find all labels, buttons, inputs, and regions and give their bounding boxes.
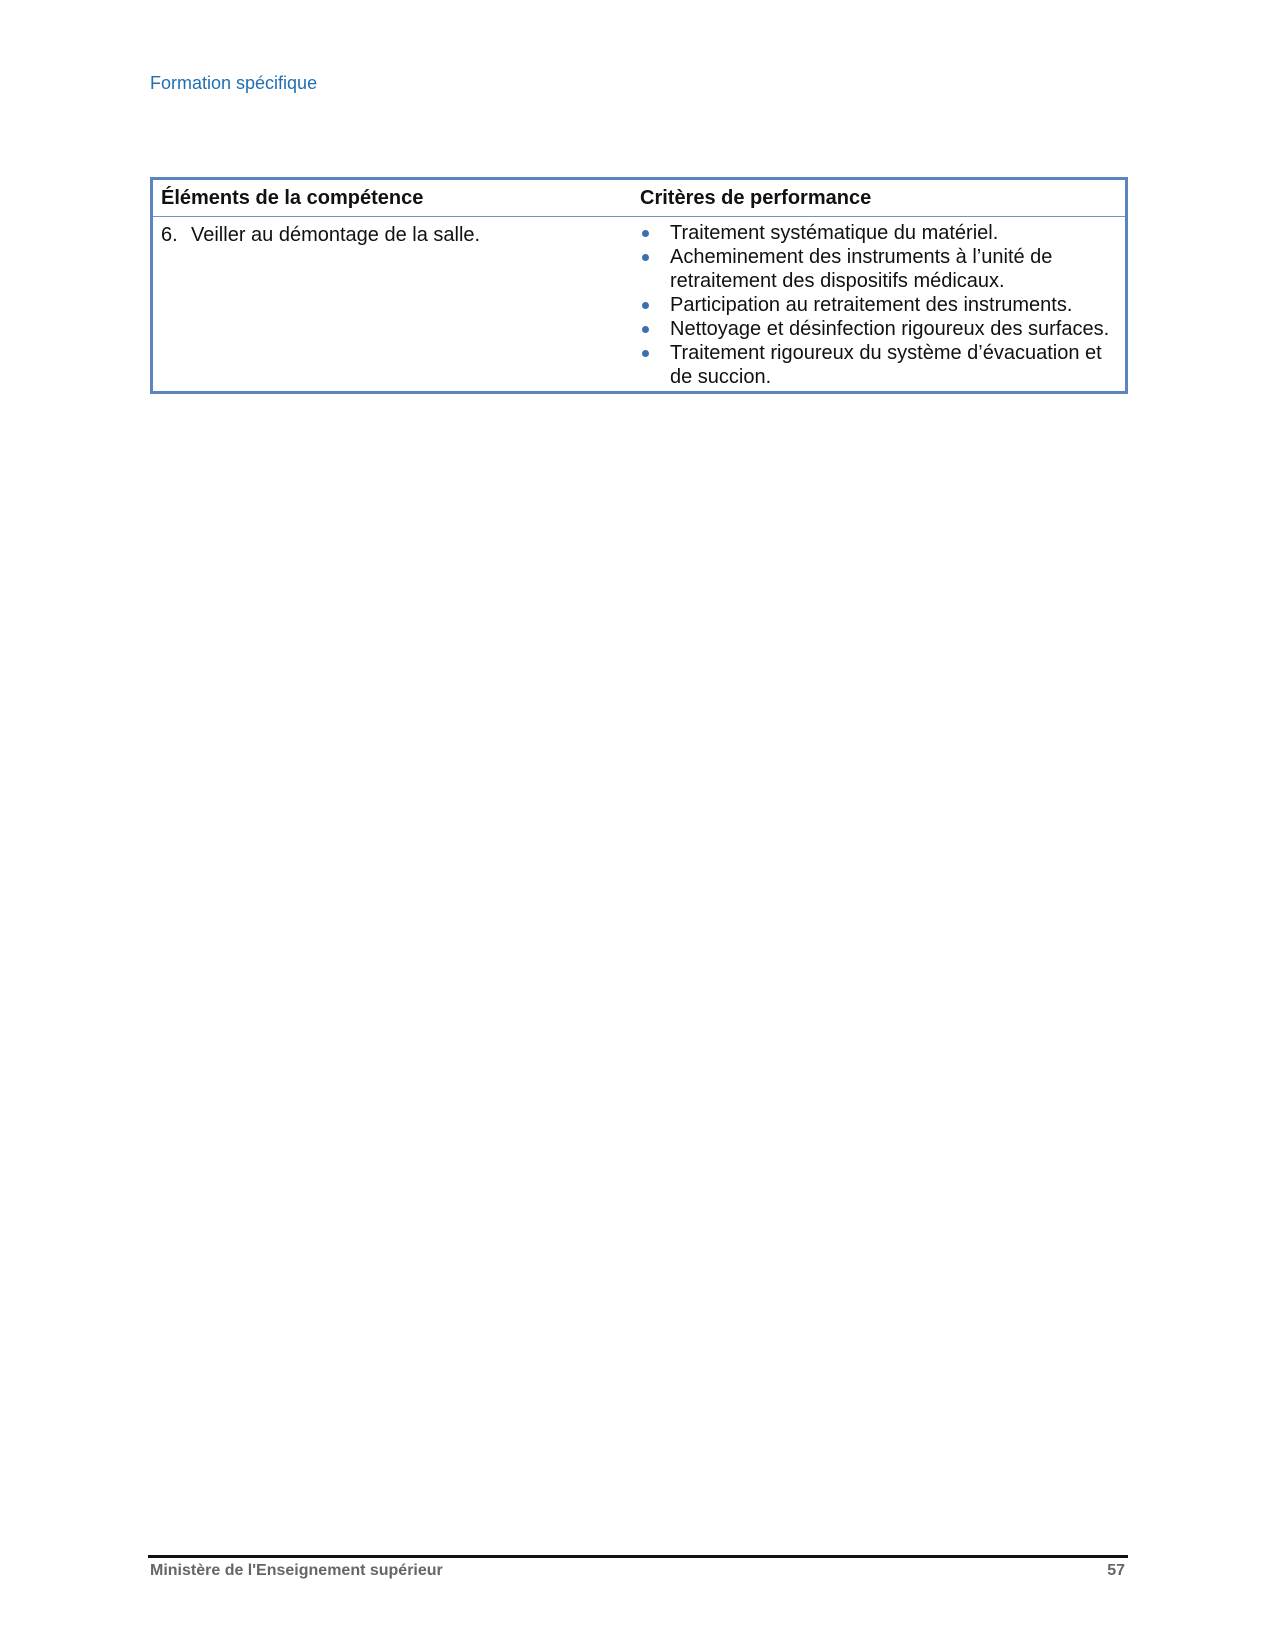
element-cell xyxy=(153,217,640,389)
footer-rule xyxy=(148,1555,1128,1558)
bullet-icon xyxy=(642,326,649,333)
criteria-text: Nettoyage et désinfection rigoureux des surfaces. xyxy=(670,318,1110,340)
criteria-text: Traitement systématique du matériel. xyxy=(670,222,999,244)
bullet-icon xyxy=(642,350,649,357)
header-elements: Éléments de la compétence xyxy=(161,187,424,209)
criteria-text: Participation au retraitement des instruments. xyxy=(670,294,1073,316)
criteria-item xyxy=(640,293,1113,317)
running-header: Formation spécifique xyxy=(150,73,318,93)
bullet-icon xyxy=(642,302,649,309)
page-number: 57 xyxy=(1107,1562,1125,1579)
table-row xyxy=(153,217,1125,391)
bullet-icon xyxy=(642,230,649,237)
element-number: 6. xyxy=(161,224,178,246)
criteria-item xyxy=(640,221,1113,245)
footer-organization: Ministère de l'Enseignement supérieur xyxy=(150,1562,443,1579)
element-item xyxy=(161,217,640,247)
criteria-item xyxy=(640,317,1113,341)
criteria-text: Traitement rigoureux du système d’évacuation et de succion. xyxy=(670,342,1102,388)
element-description: Veiller au démontage de la salle. xyxy=(191,224,481,246)
criteria-item xyxy=(640,341,1113,389)
criteria-item xyxy=(640,245,1113,293)
competence-table xyxy=(150,177,1128,394)
criteria-text: Acheminement des instruments à l’unité de retraitement des dispositifs médicaux. xyxy=(670,246,1053,292)
criteria-cell xyxy=(640,217,1125,389)
header-criteria: Critères de performance xyxy=(640,187,872,209)
bullet-icon xyxy=(642,254,649,261)
table-header-row xyxy=(153,180,1125,217)
criteria-list xyxy=(640,217,1125,389)
